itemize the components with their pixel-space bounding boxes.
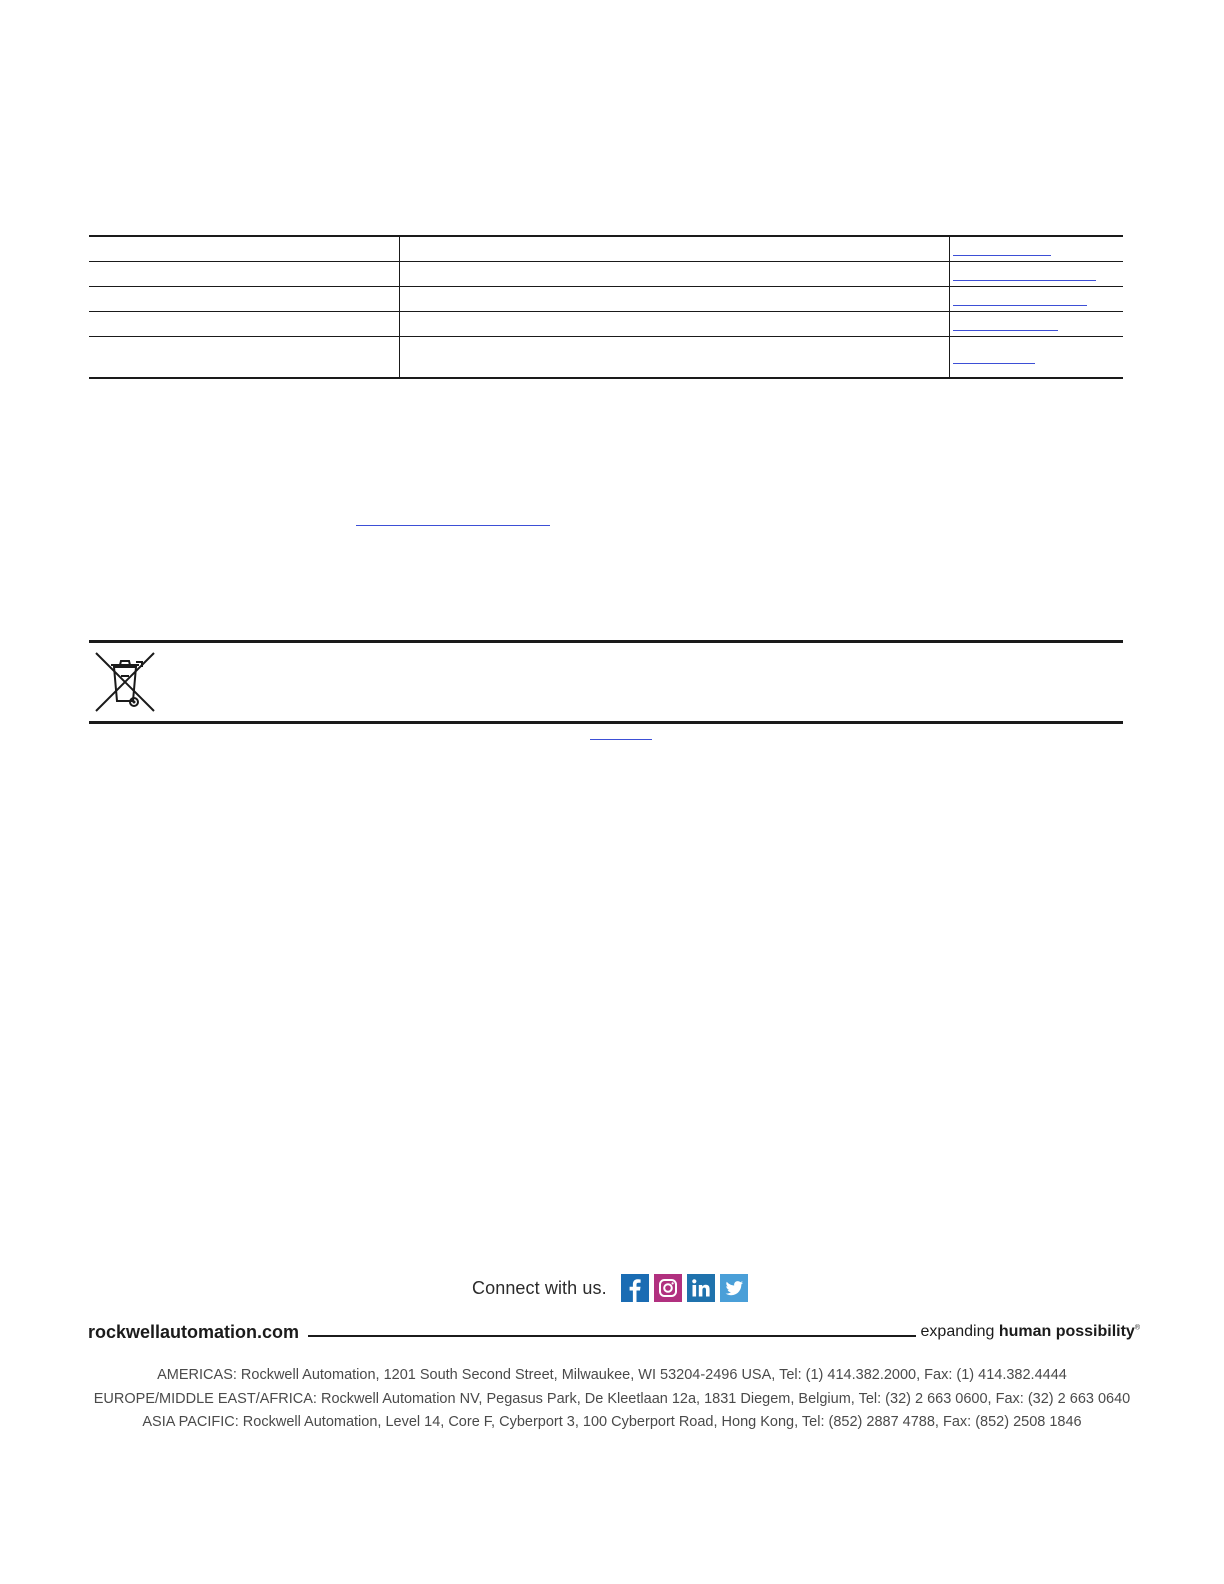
table-cell — [400, 336, 950, 378]
weee-info-link[interactable] — [590, 739, 652, 740]
link-underline[interactable] — [953, 280, 1096, 281]
registered-mark: ® — [1134, 1324, 1140, 1332]
tagline-prefix: expanding — [920, 1323, 995, 1340]
facebook-icon[interactable] — [621, 1274, 649, 1302]
tagline-bold: human possibility — [998, 1323, 1135, 1340]
support-resources-table — [89, 235, 1123, 379]
table-cell — [89, 286, 400, 311]
table-cell — [400, 286, 950, 311]
table-cell-link[interactable] — [950, 236, 1124, 261]
address-americas: AMERICAS: Rockwell Automation, 1201 South Second Street, Milwaukee, WI 53204-2496 USA, Tel: (1) 414.382.2000, Fax: (1) 414.382.4444 — [157, 1367, 1067, 1383]
address-asia-pacific: ASIA PACIFIC: Rockwell Automation, Level 14, Core F, Cyberport 3, 100 Cyberport Road, Hong Kong, Tel: (852) 2887 4788, Fax: (852) 2508 1846 — [142, 1414, 1082, 1430]
table-row — [89, 261, 1123, 286]
table-row — [89, 336, 1123, 378]
link-underline[interactable] — [953, 305, 1087, 306]
twitter-icon[interactable] — [720, 1274, 748, 1302]
table-cell — [400, 236, 950, 261]
link-underline[interactable] — [953, 330, 1058, 331]
tagline — [921, 1323, 1140, 1341]
table-cell — [89, 261, 400, 286]
table-cell-link[interactable] — [950, 261, 1124, 286]
table-cell — [89, 236, 400, 261]
link-underline[interactable] — [953, 363, 1035, 364]
instagram-icon[interactable] — [654, 1274, 682, 1302]
address-emea: EUROPE/MIDDLE EAST/AFRICA: Rockwell Automation NV, Pegasus Park, De Kleetlaan 12a, 1831 Diegem, Belgium, Tel: (32) 2 663 0600, Fax: (32) 2 663 0640 — [93, 1390, 1131, 1407]
divider — [308, 1335, 916, 1337]
weee-notice — [89, 640, 1123, 724]
table-cell — [400, 261, 950, 286]
table-cell — [89, 336, 400, 378]
table-row — [89, 286, 1123, 311]
connect-section — [472, 1272, 753, 1304]
connect-label: Connect with us. — [472, 1277, 607, 1298]
table-cell — [400, 311, 950, 336]
table-cell-link[interactable] — [950, 286, 1124, 311]
office-addresses — [40, 1364, 1184, 1435]
table-cell-link[interactable] — [950, 311, 1124, 336]
table-row — [89, 236, 1123, 261]
table-cell-link[interactable] — [950, 336, 1124, 378]
crossed-out-bin-icon — [94, 651, 156, 713]
website-link[interactable]: rockwellautomation.com — [88, 1322, 300, 1342]
table-cell — [89, 311, 400, 336]
link-underline[interactable] — [953, 255, 1051, 256]
brand-row — [88, 1322, 1140, 1348]
linkedin-icon[interactable] — [687, 1274, 715, 1302]
table-row — [89, 311, 1123, 336]
documentation-feedback-link[interactable] — [356, 525, 550, 526]
